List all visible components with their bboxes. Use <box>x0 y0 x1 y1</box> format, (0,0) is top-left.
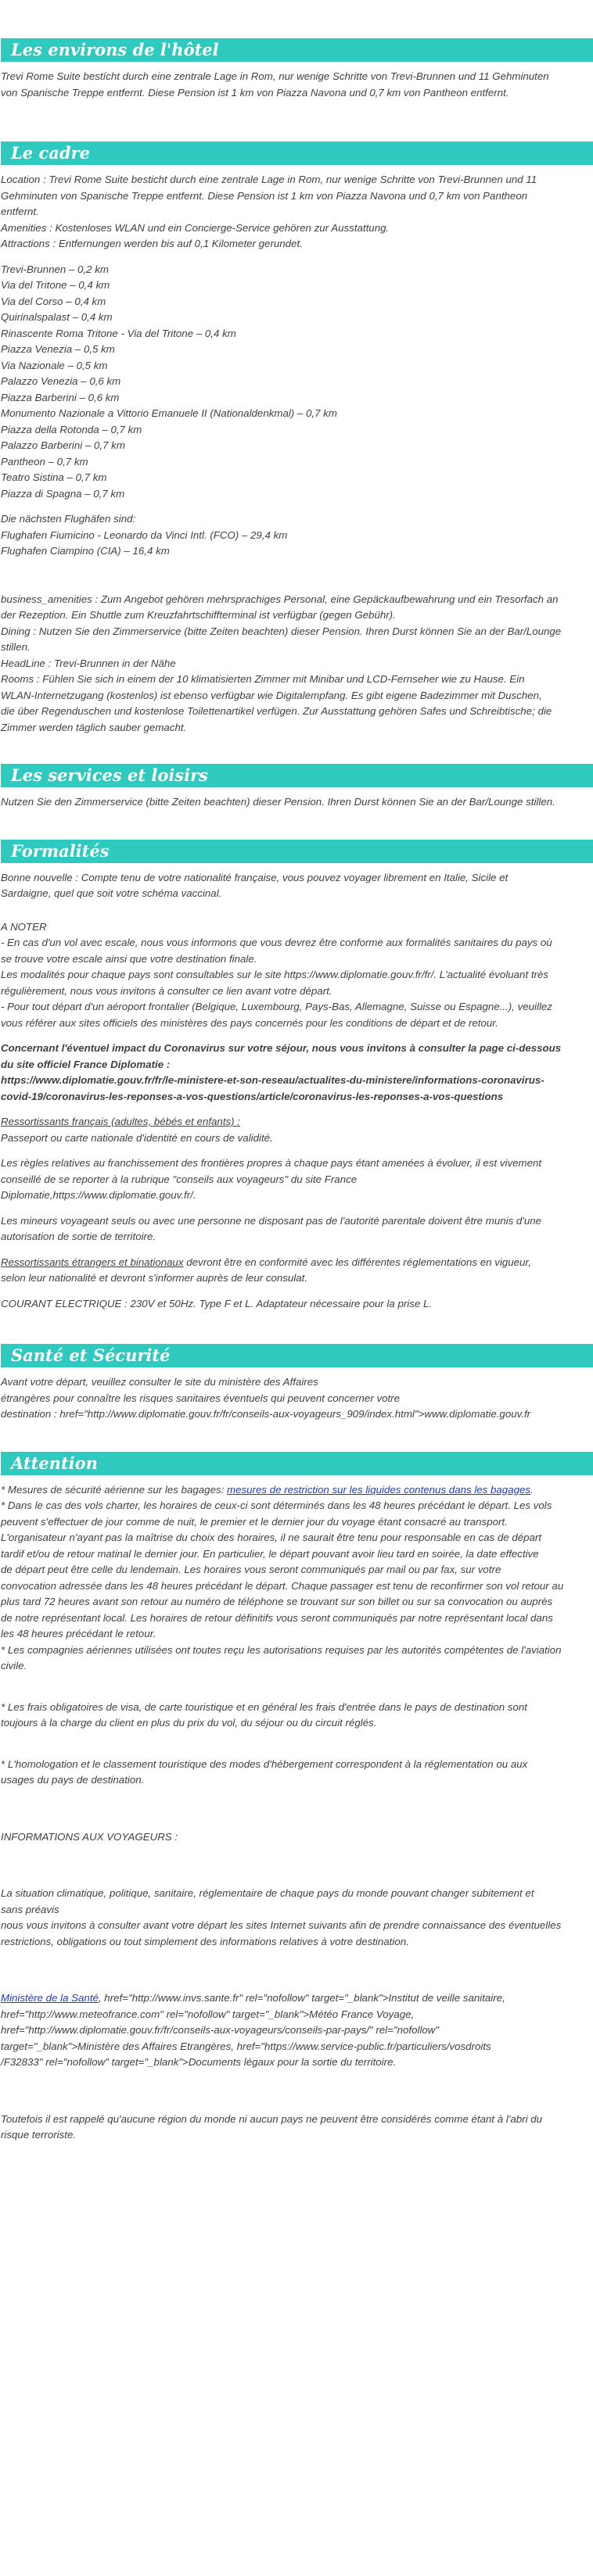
text-line: entfernt. <box>1 206 39 217</box>
text-line: https://www.diplomatie.gouv.fr/fr/le-ministere-et-son-reseau/actualites-du-ministere/informations-coronavirus- <box>1 1074 544 1086</box>
ministere-sante-link[interactable]: Ministère de la Santé <box>1 1992 99 2004</box>
text-line: A NOTER <box>1 920 47 933</box>
text-line: Piazza di Spagna – 0,7 km <box>1 487 125 500</box>
section-header-environs: Les environs de l'hôtel <box>1 38 593 62</box>
text-line: /F32833" rel="nofollow" target="_blank">Documents légaux pour la sortie du territoire. <box>1 2056 397 2068</box>
foreign-nationals-text: devront être en conformité avec les différentes réglementations en vigueur, <box>183 1256 531 1268</box>
text-line: Dining : Nutzen Sie den Zimmerservice (bitte Zeiten beachten) dieser Pension. Ihren Durst können Sie an der Bar/Lounge <box>1 625 562 637</box>
text-line: de départ peut être celle du lendemain. Les horaires vous seront communiqués par mail ou par fax, sur votre <box>1 1564 501 1575</box>
electric-current: COURANT ELECTRIQUE : 230V et 50Hz. Type F et L. Adaptateur nécessaire pour la prise L. <box>1 1297 433 1309</box>
text-line: Piazza della Rotonda – 0,7 km <box>1 423 142 435</box>
text-line: Die nächsten Flughäfen sind: <box>1 513 136 525</box>
text-line: L'organisateur n'ayant pas la maîtrise du choix des horaires, il ne saurait être tenu pour responsable en cas de départ <box>1 1532 542 1543</box>
services-text <box>1 794 593 811</box>
text-line: se trouve votre escale ainsi que votre destination finale. <box>1 952 257 965</box>
baggage-suffix: . <box>530 1483 534 1496</box>
text-line: stillen. <box>1 641 31 653</box>
text-line: les 48 heures précédant le retour. <box>1 1628 156 1639</box>
text-line: Amenities : Kostenloses WLAN und ein Concierge-Service gehören zur Ausstattung. <box>1 221 390 234</box>
liquids-restriction-link[interactable]: mesures de restriction sur les liquides contenus dans les bagages <box>227 1483 531 1496</box>
text-line: Location : Trevi Rome Suite besticht durch eine zentrale Lage in Rom, nur wenige Schritte von Trevi-Brunnen und 11 <box>1 174 537 185</box>
cadre-distances <box>1 262 593 503</box>
text-line: business_amenities : Zum Angebot gehören mehrsprachiges Personal, eine Gepäckaufbewahrung und ein Tresorfach an <box>1 593 559 605</box>
section-header-formalites: Formalités <box>1 840 593 863</box>
section-header-sante: Santé et Sécurité <box>1 1344 593 1367</box>
text-line: href="http://www.diplomatie.gouv.fr/fr/conseils-aux-voyageurs/conseils-par-pays/" rel="nofollow" <box>1 2024 440 2036</box>
formalites-p2 <box>1 919 593 1032</box>
text-line: von Spanische Treppe entfernt. Diese Pension ist 1 km von Piazza Navona und 0,7 km von Pantheon entfernt. <box>1 86 509 99</box>
text-line: Nutzen Sie den Zimmerservice (bitte Zeiten beachten) dieser Pension. Ihren Durst können Sie an der Bar/Lounge stillen. <box>1 796 555 808</box>
text-line: der Rezeption. Ein Shuttle zum Kreuzfahrtschiffterminal ist verfügbar (gegen Gebühr). <box>1 609 396 621</box>
text-line: plus tard 72 heures avant son retour au numéro de téléphone se trouvant sur son billet ou sur sa convocation ou auprès <box>1 1596 553 1607</box>
text-line: Flughafen Fiumicino - Leonardo da Vinci Intl. (FCO) – 29,4 km <box>1 528 288 541</box>
text-line: étrangères pour connaître les risques sanitaires éventuels qui peuvent concerner votre <box>1 1392 401 1404</box>
text-line: Les modalités pour chaque pays sont consultables sur le site https://www.diplomatie.gouv.fr/fr/. L'actualité évoluant très <box>1 969 549 980</box>
text-line: Zimmer werden täglich sauber gemacht. <box>1 721 187 733</box>
text-line: La situation climatique, politique, sanitaire, réglementaire de chaque pays du monde pouvant changer subitement et <box>1 1887 534 1899</box>
formalites-p6 <box>1 1213 593 1245</box>
section-header-cadre: Le cadre <box>1 142 593 165</box>
text-line: Pantheon – 0,7 km <box>1 455 88 468</box>
section-header-services: Les services et loisirs <box>1 764 593 787</box>
attention-bullet-baggage <box>1 1482 593 1499</box>
attention-block2 <box>1 1700 593 1732</box>
text-line: Flughafen Ciampino (CIA) – 16,4 km <box>1 545 170 557</box>
text-line: usages du pays de destination. <box>1 1774 145 1786</box>
cadre-details <box>1 592 593 736</box>
formalites-p1 <box>1 870 593 902</box>
text-line: WLAN-Internetzugang (kostenlos) ist ebenso verfügbar wie Digitalempfang. Es gibt eigene Badezimmer mit Duschen, <box>1 689 542 701</box>
text-line: die über Regenduschen und kostenlose Toilettenartikel verfügen. Zur Ausstattung gehören Safes und Schreibtische; die <box>1 705 552 717</box>
text-line: target="_blank">Ministère des Affaires Etrangères, href="https://www.service-public.fr/particuliers/vosdroits <box>1 2040 491 2052</box>
text-line: - Pour tout départ d'un aéroport frontalier (Belgique, Luxembourg, Pays-Bas, Allemagne, Suisse ou Espagne...), veuillez <box>1 1001 552 1012</box>
text-line: covid-19/coronavirus-les-reponses-a-vos-questions/article/coronavirus-les-reponses-a-vos-questions <box>1 1090 504 1102</box>
text-line: toujours à la charge du client en plus du prix du vol, du séjour ou du circuit réglés. <box>1 1717 377 1729</box>
text-line: Quirinalspalast – 0,4 km <box>1 311 113 323</box>
text-line: * L'homologation et le classement touristique des modes d'hébergement correspondent à la réglementation ou aux <box>1 1757 528 1770</box>
formalites-p4-heading: Ressortissants français (adultes, bébés et enfants) : <box>1 1116 240 1127</box>
links-first-rest: , href="http://www.invs.sante.fr" rel="nofollow" target="_blank">Institut de veille sanitaire, <box>98 1992 505 2004</box>
formalites-p5 <box>1 1155 593 1204</box>
text-line: Attractions : Entfernungen werden bis auf 0,1 Kilometer gerundet. <box>1 238 303 249</box>
text-line: Bonne nouvelle : Compte tenu de votre nationalité française, vous pouvez voyager librement en Italie, Sicile et <box>1 871 509 883</box>
text-line: * Dans le cas des vols charter, les horaires de ceux-ci sont déterminés dans les 48 heures précédant le départ. Les vols <box>1 1499 552 1511</box>
text-line: risque terroriste. <box>1 2129 77 2141</box>
text-line: autorisation de sortie de territoire. <box>1 1231 156 1242</box>
text-line: Concernant l'éventuel impact du Coronavirus sur votre séjour, nous vous invitons à consulter la page ci-dessous <box>1 1042 562 1054</box>
text-line: Monumento Nazionale a Vittorio Emanuele II (Nationaldenkmal) – 0,7 km <box>1 407 337 419</box>
text-line: sans préavis <box>1 1903 59 1915</box>
text-line: Trevi Rome Suite bestícht durch eine zentrale Lage in Rom, nur wenige Schritte von Trevi-Brunnen und 11 Gehminuten <box>1 70 549 82</box>
text-line: * Les frais obligatoires de visa, de carte touristique et en général les frais d'entrée dans le pays de destination sont <box>1 1700 527 1713</box>
info-voyageurs-title: INFORMATIONS AUX VOYAGEURS : <box>1 1830 178 1843</box>
cadre-airports <box>1 511 593 560</box>
text-line: Les mineurs voyageant seuls ou avec une personne ne disposant pas de l'autorité parentale doivent être munis d'une <box>1 1214 542 1227</box>
text-line: peuvent s'effectuer de jour comme de nuit, le premier et le dernier jour du voyage étant consacré au transport. <box>1 1515 508 1528</box>
cadre-intro <box>1 172 593 253</box>
text-line: Rinascente Roma Tritone - Via del Tritone – 0,4 km <box>1 327 236 339</box>
text-line: Via del Tritone – 0,4 km <box>1 279 110 291</box>
text-line: * Les compagnies aériennes utilisées ont toutes reçu les autorisations requises par les autorités compétentes de l'aviation <box>1 1643 562 1656</box>
text-line: de notre représentant local. Les horaires de retour définitifs vous seront communiqués par notre représentant local dans <box>1 1611 553 1624</box>
text-line: nous vous invitons à consulter avant votre départ les sites Internet suivants afin de prendre connaissance des éventuelles <box>1 1919 562 1931</box>
text-line: tardif et/ou de retour matinal le dernier jour. En particulier, le départ pouvant avoir lieu tard en soirée, la date effective <box>1 1547 539 1560</box>
text-line: href="http://www.meteofrance.com" rel="nofollow" target="_blank">Météo France Voyage, <box>1 2008 415 2020</box>
text-line: - En cas d'un vol avec escale, nous vous informons que vous devrez être conforme aux formalités sanitaires du pays où <box>1 937 552 948</box>
text-line: Piazza Venezia – 0,5 km <box>1 343 115 355</box>
text-line: Teatro Sistina – 0,7 km <box>1 471 107 483</box>
text-line: Les règles relatives au franchissement des frontières propres à chaque pays étant amenées à évoluer, il est vivement <box>1 1157 542 1169</box>
text-line: Toutefois il est rappelé qu'aucune région du monde ni aucun pays ne peuvent être considérés comme étant à l'abri du <box>1 2112 543 2125</box>
text-line: Passeport ou carte nationale d'identité en cours de validité. <box>1 1131 273 1144</box>
text-line: Diplomatie,https://www.diplomatie.gouv.fr/. <box>1 1189 196 1201</box>
text-line: Piazza Barberini – 0,6 km <box>1 391 120 403</box>
text-line: Trevi-Brunnen – 0,2 km <box>1 263 109 275</box>
attention-block4 <box>1 1886 593 1950</box>
text-line: conseillé de se reporter à la rubrique "conseils aux voyageurs" du site France <box>1 1173 358 1185</box>
text-line: Rooms : Fühlen Sie sich in einem der 10 klimatisierten Zimmer mit Minibar und LCD-Fernseher wie zu Hause. Ein <box>1 673 525 685</box>
text-line: Via del Corso – 0,4 km <box>1 295 106 307</box>
text-line: vous référer aux sites officiels des ministères des pays concernés pour les conditions de départ et de retour. <box>1 1016 498 1029</box>
text-line: destination : href="http://www.diplomatie.gouv.fr/fr/conseils-aux-voyageurs_909/index.html">www.diplomatie.gouv.fr <box>1 1408 531 1420</box>
text-line: civile. <box>1 1660 27 1671</box>
formalites-p4 <box>1 1130 593 1147</box>
section-header-attention: Attention <box>1 1452 593 1475</box>
text-line: Palazzo Barberini – 0,7 km <box>1 439 125 451</box>
text-line: restrictions, obligations ou tout simplement des informations relatives à votre destination. <box>1 1935 409 1947</box>
attention-block5 <box>1 2112 593 2144</box>
attention-block3 <box>1 1757 593 1789</box>
formalites-p7 <box>1 1255 593 1287</box>
text-line: Avant votre départ, veuillez consulter le site du ministère des Affaires <box>1 1376 318 1388</box>
text-line: Via Nazionale – 0,5 km <box>1 359 108 371</box>
formalites-p3 <box>1 1041 593 1105</box>
foreign-nationals-label: Ressortissants étrangers et binationaux <box>1 1256 184 1268</box>
foreign-nationals-line2: selon leur nationalité et devront s'informer auprès de leur consulat. <box>1 1272 308 1284</box>
sante-text <box>1 1374 593 1423</box>
text-line: du site officiel France Diplomatie : <box>1 1058 171 1070</box>
baggage-prefix: * Mesures de sécurité aérienne sur les bagages: <box>1 1483 227 1496</box>
text-line: convocation adressée dans les 48 heures précédant le départ. Chaque passager est tenu de reconfirmer son vol retour au <box>1 1579 564 1592</box>
attention-block1 <box>1 1498 593 1675</box>
text-line: Palazzo Venezia – 0,6 km <box>1 375 121 387</box>
text-line: HeadLine : Trevi-Brunnen in der Nähe <box>1 657 176 669</box>
attention-links <box>1 1990 593 2071</box>
text-line: Sardaigne, quel que soit votre schéma vaccinal. <box>1 887 222 899</box>
environs-text <box>1 69 593 101</box>
text-line: régulièrement, nous vous invitons à consulter ce lien avant votre départ. <box>1 984 332 997</box>
text-line: Gehminuten von Spanische Treppe entfernt. Diese Pension ist 1 km von Piazza Navona und 0,7 km von Pantheon <box>1 189 528 202</box>
